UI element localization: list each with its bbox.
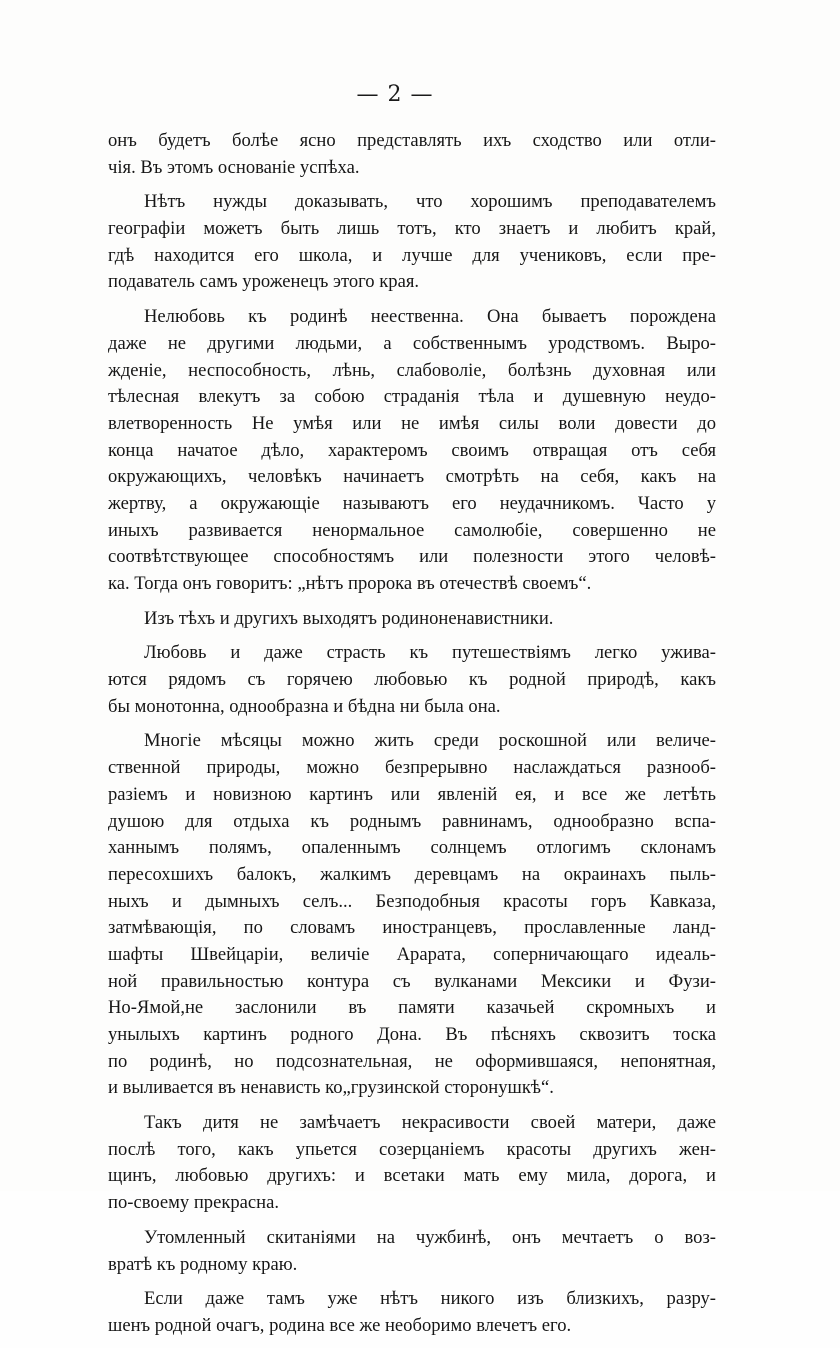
text-line: чія. Въ этомъ основаніе успѣха. xyxy=(108,156,360,178)
text-line: Нѣтъ нужды доказывать, что хорошимъ преподавателемъ xyxy=(144,191,716,213)
text-line: бы монотонна, однообразна и бѣдна ни была она. xyxy=(108,695,501,717)
paragraph-9 xyxy=(108,1286,716,1339)
page-number: — 2 — xyxy=(356,82,434,107)
text-line: ются рядомъ съ горячею любовью къ родной природѣ, какъ xyxy=(108,669,716,691)
text-line: душою для отдыха къ роднымъ равнинамъ, однообразно вспа- xyxy=(108,810,716,832)
text-line: щинъ, любовью другихъ: и всетаки мать ему мила, дорога, и xyxy=(108,1165,716,1187)
text-line: онъ будетъ болѣе ясно представлять ихъ сходство или отли- xyxy=(108,130,716,151)
text-line: тѣлесная влекутъ за собою страданія тѣла и душевную неудо- xyxy=(108,386,716,408)
paragraph-2 xyxy=(108,189,716,296)
text-line: разіемъ и новизною картинъ или явленій ея, и все же летѣть xyxy=(108,783,716,805)
paragraph-1 xyxy=(108,128,716,181)
text-line: Если даже тамъ уже нѣтъ никого изъ близкихъ, разру- xyxy=(144,1288,716,1310)
text-line: соотвѣтствующее способностямъ или полезности этого человѣ- xyxy=(108,546,716,568)
paragraph-5 xyxy=(108,640,716,720)
text-line: жденіе, неспособность, лѣнь, слабоволіе, болѣзнь духовная или xyxy=(108,359,716,381)
text-line: Изъ тѣхъ и другихъ выходятъ родиноненавистники. xyxy=(144,607,554,629)
paragraph-8 xyxy=(108,1225,716,1278)
paragraph-6 xyxy=(108,728,716,1102)
text-line: Такъ дитя не замѣчаетъ некрасивости своей матери, даже xyxy=(144,1112,716,1134)
text-line: ка. Тогда онъ говоритъ: „нѣтъ пророка въ отечествѣ своемъ“. xyxy=(108,573,592,594)
text-line: географіи можетъ быть лишь тотъ, кто знаетъ и любитъ край, xyxy=(108,218,716,240)
paragraph-3 xyxy=(108,304,716,598)
text-line: по-своему прекрасна. xyxy=(108,1192,280,1214)
text-line: ной правильностью контура съ вулканами Мексики и Фузи- xyxy=(108,970,716,992)
text-line: шафты Швейцаріи, величіе Арарата, соперничающаго идеаль- xyxy=(108,943,716,965)
text-line: Но-Ямой,не заслонили въ памяти казачьей скромныхъ и xyxy=(108,997,716,1019)
text-line: влетворенность Не умѣя или не имѣя силы воли довести до xyxy=(108,412,716,434)
text-line: вратѣ къ родному краю. xyxy=(108,1253,298,1275)
text-line: шенъ родной очагъ, родина все же необоримо влечетъ его. xyxy=(108,1314,572,1336)
text-line: Любовь и даже страсть къ путешествіямъ легко ужива- xyxy=(144,642,716,664)
text-line: конца начатое дѣло, характеромъ своимъ отвращая отъ себя xyxy=(108,439,716,461)
text-line: подаватель самъ уроженецъ этого края. xyxy=(108,271,420,293)
text-line: ханнымъ полямъ, опаленнымъ солнцемъ отлогимъ склонамъ xyxy=(108,837,716,859)
paragraph-4 xyxy=(108,606,716,633)
text-line: жертву, а окружающіе называютъ его неудачникомъ. Часто у xyxy=(108,492,716,514)
text-line: унылыхъ картинъ родного Дона. Въ пѣсняхъ сквозитъ тоска xyxy=(108,1024,716,1045)
paragraph-7 xyxy=(108,1110,716,1217)
text-line: ственной природы, можно безпрерывно наслаждаться разнооб- xyxy=(108,757,716,779)
text-line: ныхъ и дымныхъ селъ... Безподобныя красоты горъ Кавказа, xyxy=(108,890,716,912)
text-line: по родинѣ, но подсознательная, не оформившаяся, непонятная, xyxy=(108,1050,716,1072)
text-line: пересохшихъ балокъ, жалкимъ деревцамъ на окраинахъ пыль- xyxy=(108,863,716,885)
text-line: Утомленный скитаніями на чужбинѣ, онъ мечтаетъ о воз- xyxy=(144,1226,716,1248)
text-line: окружающихъ, человѣкъ начинаетъ смотрѣть на себя, какъ на xyxy=(108,466,716,488)
text-line: гдѣ находится его школа, и лучше для учениковъ, если пре- xyxy=(108,244,716,266)
text-line: затмѣвающія, по словамъ иностранцевъ, прославленные ланд- xyxy=(108,917,716,939)
text-line: послѣ того, какъ упьется созерцаніемъ красоты другихъ жен- xyxy=(108,1138,716,1160)
text-line: даже не другими людьми, а собственнымъ уродствомъ. Выро- xyxy=(108,332,716,354)
text-line: и выливается въ ненависть ко„грузинской сторонушкѣ“. xyxy=(108,1077,554,1099)
text-line: Нелюбовь къ родинѣ неественна. Она бываетъ порождена xyxy=(144,306,716,328)
page-text xyxy=(108,128,716,1348)
text-line: Многіе мѣсяцы можно жить среди роскошной или величе- xyxy=(144,730,716,752)
text-line: иныхъ развивается ненормальное самолюбіе, совершенно не xyxy=(108,519,716,541)
